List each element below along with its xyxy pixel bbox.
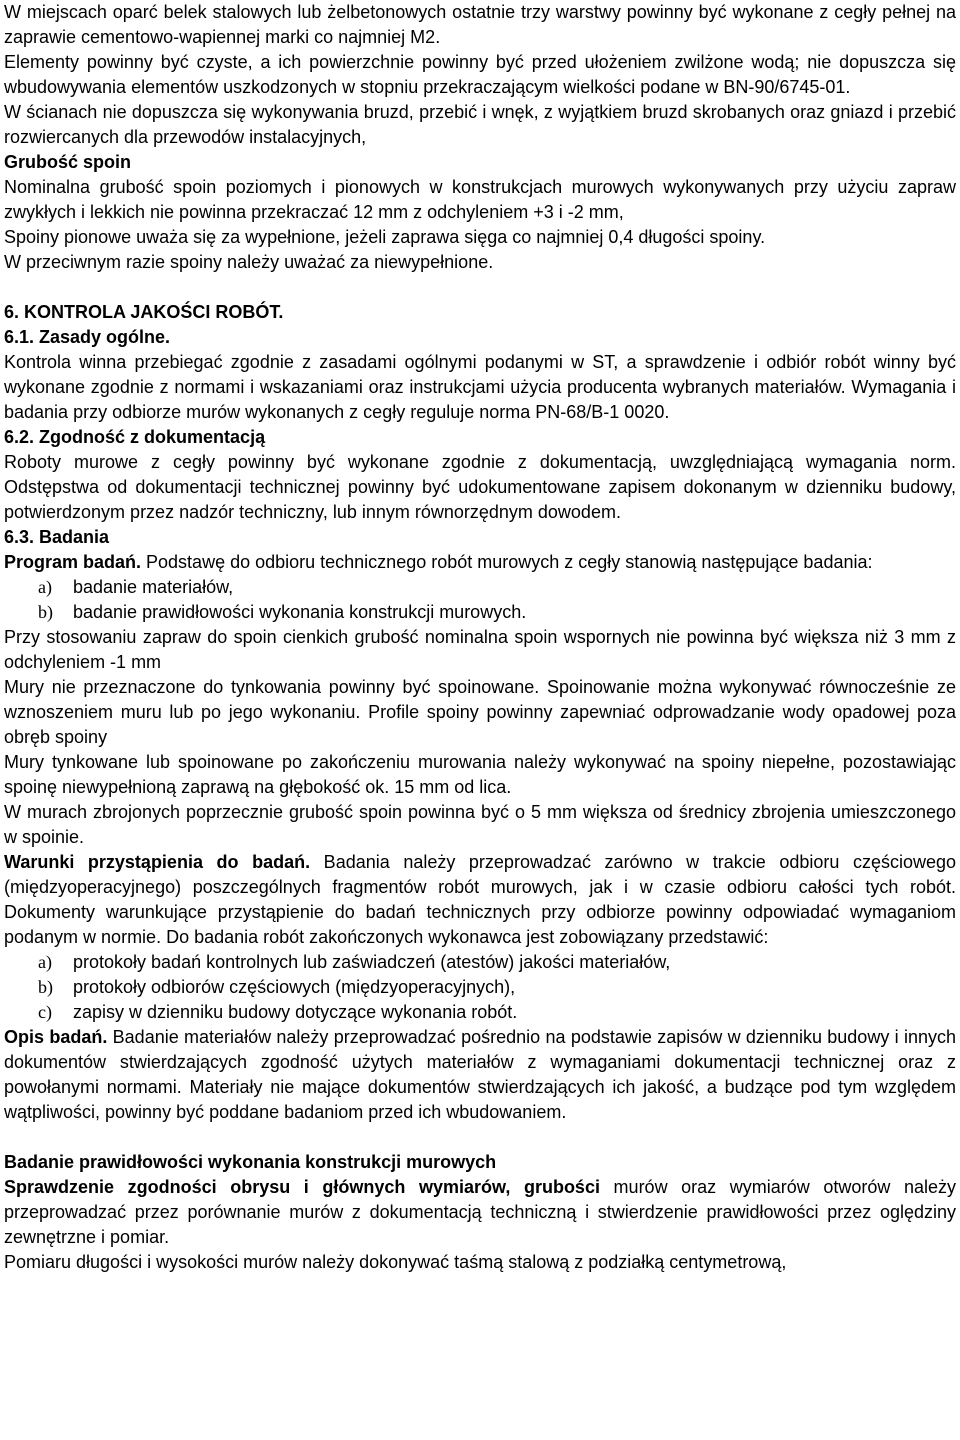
section-title: Zgodność z dokumentacją [39, 427, 266, 447]
inline-label: Opis badań. [4, 1027, 108, 1047]
paragraph: Spoiny pionowe uważa się za wypełnione, jeżeli zaprawa sięga co najmniej 0,4 długości spoiny. [4, 227, 766, 247]
list-text: zapisy w dzienniku budowy dotyczące wykonania robót. [73, 1002, 518, 1022]
paragraph: Pomiaru długości i wysokości murów należy dokonywać taśmą stalową z podziałką centymetrową, [4, 1252, 787, 1272]
list-marker: a) [38, 952, 52, 972]
paragraph: Elementy powinny być czyste, a ich powierzchnie powinny być przed ułożeniem zwilżone wodą; nie dopuszcza się wbudowywania elementów uszkodzonych w stopniu przekraczającym wielkości podane w BN-90/6745-01. [4, 52, 956, 97]
inline-text: Badania należy przeprowadzać zarówno w trakcie odbioru częściowego (międzyoperacyjnego) poszczególnych fragmentów robót murowych, jak i w czasie odbioru całości tych robót. Dokumenty warunkujące przystąpienie do badań technicznych przy odbiorze powinny odpowiadać wymaganiom podanym w normie. Do badania robót zakończonych wykonawca jest zobowiązany przedstawić: [4, 852, 956, 947]
list-marker: b) [38, 602, 53, 622]
list-text: protokoły odbiorów częściowych (międzyoperacyjnych), [73, 977, 516, 997]
list-text: badanie materiałów, [73, 577, 234, 597]
paragraph: W miejscach oparć belek stalowych lub żelbetonowych ostatnie trzy warstwy powinny być wykonane z cegły pełnej na zaprawie cementowo-wapiennej marki co najmniej M2. [4, 2, 956, 47]
chapter-heading: 6. KONTROLA JAKOŚCI ROBÓT. [4, 302, 284, 322]
paragraph [4, 550, 956, 575]
inline-text: Podstawę do odbioru technicznego robót murowych z cegły stanowią następujące badania: [141, 552, 873, 572]
list [4, 575, 956, 625]
list-text: badanie prawidłowości wykonania konstrukcji murowych. [73, 602, 527, 622]
inline-text: murów oraz wymiarów otworów należy przeprowadzać przez porównanie murów z dokumentacją techniczną i stwierdzenie prawidłowości przez oględziny zewnętrzne i pomiar. [4, 1177, 957, 1247]
list-text: protokoły badań kontrolnych lub zaświadczeń (atestów) jakości materiałów, [73, 952, 671, 972]
list-marker: b) [38, 977, 53, 997]
paragraph: W murach zbrojonych poprzecznie grubość spoin powinna być o 5 mm większa od średnicy zbrojenia umieszczonego w spoinie. [4, 802, 956, 847]
section-heading: 6.1. Zasady ogólne. [4, 327, 171, 347]
list-item [4, 600, 956, 625]
inline-label: Warunki przystąpienia do badań. [4, 852, 311, 872]
inline-label: Sprawdzenie zgodności obrysu i głównych wymiarów, grubości [4, 1177, 600, 1197]
list-item [4, 975, 956, 1000]
list-item [4, 1000, 956, 1025]
list-item [4, 950, 956, 975]
section-heading: Badanie prawidłowości wykonania konstrukcji murowych [4, 1152, 497, 1172]
spacer [4, 275, 956, 300]
section-number: 6.2. [4, 427, 35, 447]
section-heading: 6.3. Badania [4, 527, 110, 547]
paragraph [4, 850, 956, 950]
paragraph: Mury tynkowane lub spoinowane po zakończeniu murowania należy wykonywać na spoiny niepełne, pozostawiając spoinę niewypełnioną zaprawą na głębokość ok. 15 mm od lica. [4, 752, 956, 797]
section-heading [4, 425, 956, 450]
paragraph: Roboty murowe z cegły powinny być wykonane zgodnie z dokumentacją, uwzględniającą wymagania norm. Odstępstwa od dokumentacji technicznej powinny być udokumentowane zapisem dokonanym w dzienniku budowy, potwierdzonym przez nadzór techniczny, lub innym równorzędnym dowodem. [4, 452, 956, 522]
list-item [4, 575, 956, 600]
paragraph: Przy stosowaniu zapraw do spoin cienkich grubość nominalna spoin wspornych nie powinna być większa niż 3 mm z odchyleniem -1 mm [4, 627, 956, 672]
paragraph: Nominalna grubość spoin poziomych i pionowych w konstrukcjach murowych wykonywanych przy użyciu zapraw zwykłych i lekkich nie powinna przekraczać 12 mm z odchyleniem +3 i -2 mm, [4, 177, 956, 222]
section-heading: Grubość spoin [4, 152, 132, 172]
inline-label: Program badań. [4, 552, 142, 572]
spacer [4, 1125, 956, 1150]
paragraph: Kontrola winna przebiegać zgodnie z zasadami ogólnymi podanymi w ST, a sprawdzenie i odbiór robót winny być wykonane zgodnie z normami i wskazaniami oraz instrukcjami użycia producenta wybranych materiałów. Wymagania i badania przy odbiorze murów wykonanych z cegły reguluje norma PN-68/B-1 0020. [4, 352, 956, 422]
list-marker: a) [38, 577, 52, 597]
list [4, 950, 956, 1025]
inline-text: Badanie materiałów należy przeprowadzać pośrednio na podstawie zapisów w dzienniku budowy i innych dokumentów stwierdzających zgodność użytych materiałów z wymaganiami dokumentacji technicznej oraz z powołanymi normami. Materiały nie mające dokumentów stwierdzających ich jakość, a budzące pod tym względem wątpliwości, powinny być poddane badaniom przed ich wbudowaniem. [4, 1027, 956, 1122]
paragraph: Mury nie przeznaczone do tynkowania powinny być spoinowane. Spoinowanie można wykonywać równocześnie ze wznoszeniem muru lub po jego wykonaniu. Profile spoiny powinny zapewniać odprowadzanie wody opadowej poza obręb spoiny [4, 677, 956, 747]
paragraph: W ścianach nie dopuszcza się wykonywania bruzd, przebić i wnęk, z wyjątkiem bruzd skrobanych oraz gniazd i przebić rozwiercanych dla przewodów instalacyjnych, [4, 102, 956, 147]
paragraph [4, 1175, 956, 1250]
list-marker: c) [38, 1002, 52, 1022]
paragraph [4, 1025, 956, 1125]
paragraph: W przeciwnym razie spoiny należy uważać za niewypełnione. [4, 252, 494, 272]
